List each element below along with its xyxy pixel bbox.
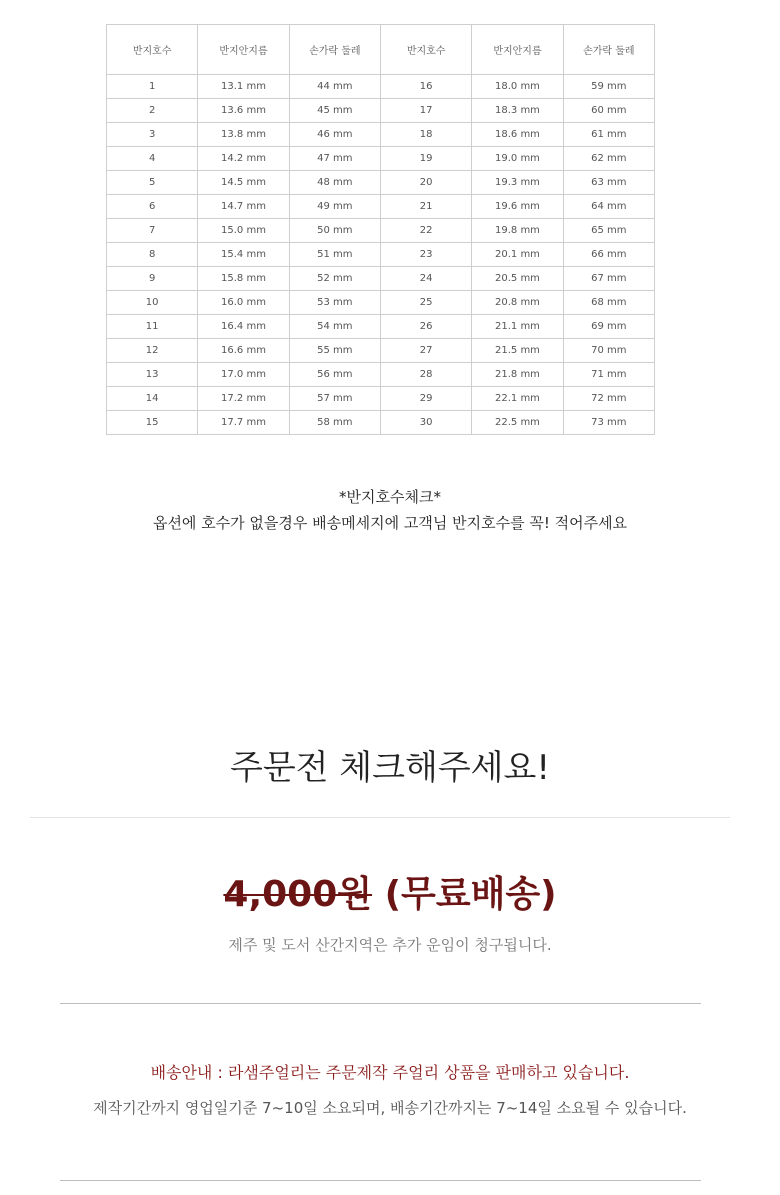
cell-ring-size: 15: [107, 411, 198, 435]
cell-inner-diameter: 21.8 mm: [472, 363, 563, 387]
cell-inner-diameter: 17.7 mm: [198, 411, 289, 435]
cell-ring-size: 3: [107, 123, 198, 147]
cell-inner-diameter: 19.6 mm: [472, 195, 563, 219]
cell-ring-size: 19: [380, 147, 471, 171]
cell-ring-size: 11: [107, 315, 198, 339]
table-row: [107, 123, 655, 147]
cell-finger-circumference: 56 mm: [289, 363, 380, 387]
cell-finger-circumference: 46 mm: [289, 123, 380, 147]
cell-ring-size: 28: [380, 363, 471, 387]
table-row: [107, 75, 655, 99]
cell-inner-diameter: 15.8 mm: [198, 267, 289, 291]
cell-inner-diameter: 21.5 mm: [472, 339, 563, 363]
cell-finger-circumference: 66 mm: [563, 243, 654, 267]
table-row: [107, 363, 655, 387]
header-ring-size: 반지호수: [380, 25, 471, 75]
cell-finger-circumference: 57 mm: [289, 387, 380, 411]
table-row: [107, 387, 655, 411]
cell-ring-size: 7: [107, 219, 198, 243]
cell-inner-diameter: 13.6 mm: [198, 99, 289, 123]
table-row: [107, 315, 655, 339]
header-ring-size: 반지호수: [107, 25, 198, 75]
table-header-row: [107, 25, 655, 75]
cell-inner-diameter: 15.4 mm: [198, 243, 289, 267]
shipping-info-title: 배송안내 : 라샘주얼리는 주문제작 주얼리 상품을 판매하고 있습니다.: [150, 1063, 630, 1082]
cell-finger-circumference: 60 mm: [563, 99, 654, 123]
cell-finger-circumference: 65 mm: [563, 219, 654, 243]
cell-ring-size: 14: [107, 387, 198, 411]
header-finger-circumference: 손가락 둘레: [563, 25, 654, 75]
order-check-heading: 주문전 체크해주세요!: [229, 748, 551, 788]
divider: [60, 1003, 701, 1004]
cell-ring-size: 4: [107, 147, 198, 171]
ring-check-title: *반지호수체크*: [339, 488, 441, 506]
divider: [60, 1180, 701, 1181]
header-inner-diameter: 반지안지름: [472, 25, 563, 75]
cell-inner-diameter: 22.5 mm: [472, 411, 563, 435]
cell-inner-diameter: 21.1 mm: [472, 315, 563, 339]
cell-inner-diameter: 16.6 mm: [198, 339, 289, 363]
cell-ring-size: 12: [107, 339, 198, 363]
cell-ring-size: 20: [380, 171, 471, 195]
cell-inner-diameter: 18.3 mm: [472, 99, 563, 123]
cell-finger-circumference: 69 mm: [563, 315, 654, 339]
cell-finger-circumference: 48 mm: [289, 171, 380, 195]
cell-finger-circumference: 47 mm: [289, 147, 380, 171]
cell-finger-circumference: 68 mm: [563, 291, 654, 315]
cell-finger-circumference: 49 mm: [289, 195, 380, 219]
cell-finger-circumference: 58 mm: [289, 411, 380, 435]
header-inner-diameter: 반지안지름: [198, 25, 289, 75]
cell-finger-circumference: 51 mm: [289, 243, 380, 267]
ring-size-check-notice: [0, 484, 780, 536]
cell-finger-circumference: 70 mm: [563, 339, 654, 363]
table-row: [107, 171, 655, 195]
table-row: [107, 411, 655, 435]
table-row: [107, 243, 655, 267]
table-row: [107, 219, 655, 243]
cell-inner-diameter: 17.2 mm: [198, 387, 289, 411]
cell-inner-diameter: 14.7 mm: [198, 195, 289, 219]
cell-finger-circumference: 71 mm: [563, 363, 654, 387]
cell-ring-size: 22: [380, 219, 471, 243]
cell-inner-diameter: 20.1 mm: [472, 243, 563, 267]
cell-inner-diameter: 20.8 mm: [472, 291, 563, 315]
cell-inner-diameter: 19.8 mm: [472, 219, 563, 243]
cell-inner-diameter: 15.0 mm: [198, 219, 289, 243]
divider: [30, 817, 730, 818]
table-row: [107, 291, 655, 315]
cell-ring-size: 16: [380, 75, 471, 99]
cell-finger-circumference: 45 mm: [289, 99, 380, 123]
cell-inner-diameter: 18.0 mm: [472, 75, 563, 99]
cell-ring-size: 23: [380, 243, 471, 267]
old-price: 4,000원: [223, 874, 373, 915]
cell-finger-circumference: 55 mm: [289, 339, 380, 363]
cell-finger-circumference: 64 mm: [563, 195, 654, 219]
shipping-info-desc: 제작기간까지 영업일기준 7~10일 소요되며, 배송기간까지는 7~14일 소요될 수 있습니다.: [93, 1099, 687, 1117]
table-row: [107, 99, 655, 123]
cell-ring-size: 21: [380, 195, 471, 219]
cell-finger-circumference: 52 mm: [289, 267, 380, 291]
cell-ring-size: 9: [107, 267, 198, 291]
cell-ring-size: 5: [107, 171, 198, 195]
table-body: [107, 75, 655, 435]
cell-ring-size: 6: [107, 195, 198, 219]
cell-inner-diameter: 14.2 mm: [198, 147, 289, 171]
cell-inner-diameter: 22.1 mm: [472, 387, 563, 411]
cell-ring-size: 17: [380, 99, 471, 123]
cell-inner-diameter: 14.5 mm: [198, 171, 289, 195]
cell-finger-circumference: 73 mm: [563, 411, 654, 435]
cell-ring-size: 26: [380, 315, 471, 339]
cell-finger-circumference: 61 mm: [563, 123, 654, 147]
extra-fee-note: 제주 및 도서 산간지역은 추가 운임이 청구됩니다.: [228, 936, 552, 954]
cell-inner-diameter: 18.6 mm: [472, 123, 563, 147]
cell-ring-size: 27: [380, 339, 471, 363]
table-row: [107, 267, 655, 291]
cell-inner-diameter: 16.0 mm: [198, 291, 289, 315]
cell-inner-diameter: 19.3 mm: [472, 171, 563, 195]
table-row: [107, 339, 655, 363]
cell-inner-diameter: 16.4 mm: [198, 315, 289, 339]
table-row: [107, 147, 655, 171]
cell-inner-diameter: 13.1 mm: [198, 75, 289, 99]
cell-ring-size: 2: [107, 99, 198, 123]
cell-inner-diameter: 17.0 mm: [198, 363, 289, 387]
cell-finger-circumference: 63 mm: [563, 171, 654, 195]
cell-finger-circumference: 44 mm: [289, 75, 380, 99]
cell-ring-size: 29: [380, 387, 471, 411]
free-shipping-label: (무료배송): [384, 874, 557, 915]
header-finger-circumference: 손가락 둘레: [289, 25, 380, 75]
table-row: [107, 195, 655, 219]
cell-finger-circumference: 72 mm: [563, 387, 654, 411]
cell-finger-circumference: 53 mm: [289, 291, 380, 315]
cell-ring-size: 24: [380, 267, 471, 291]
cell-finger-circumference: 54 mm: [289, 315, 380, 339]
cell-inner-diameter: 13.8 mm: [198, 123, 289, 147]
shipping-price: [0, 866, 780, 917]
cell-ring-size: 1: [107, 75, 198, 99]
ring-size-table: [106, 24, 655, 435]
cell-inner-diameter: 20.5 mm: [472, 267, 563, 291]
cell-ring-size: 10: [107, 291, 198, 315]
cell-finger-circumference: 67 mm: [563, 267, 654, 291]
cell-inner-diameter: 19.0 mm: [472, 147, 563, 171]
cell-ring-size: 8: [107, 243, 198, 267]
cell-ring-size: 18: [380, 123, 471, 147]
ring-check-note: 옵션에 호수가 없을경우 배송메세지에 고객님 반지호수를 꼭! 적어주세요: [152, 514, 628, 532]
cell-ring-size: 13: [107, 363, 198, 387]
cell-finger-circumference: 50 mm: [289, 219, 380, 243]
cell-finger-circumference: 59 mm: [563, 75, 654, 99]
cell-ring-size: 25: [380, 291, 471, 315]
cell-ring-size: 30: [380, 411, 471, 435]
cell-finger-circumference: 62 mm: [563, 147, 654, 171]
